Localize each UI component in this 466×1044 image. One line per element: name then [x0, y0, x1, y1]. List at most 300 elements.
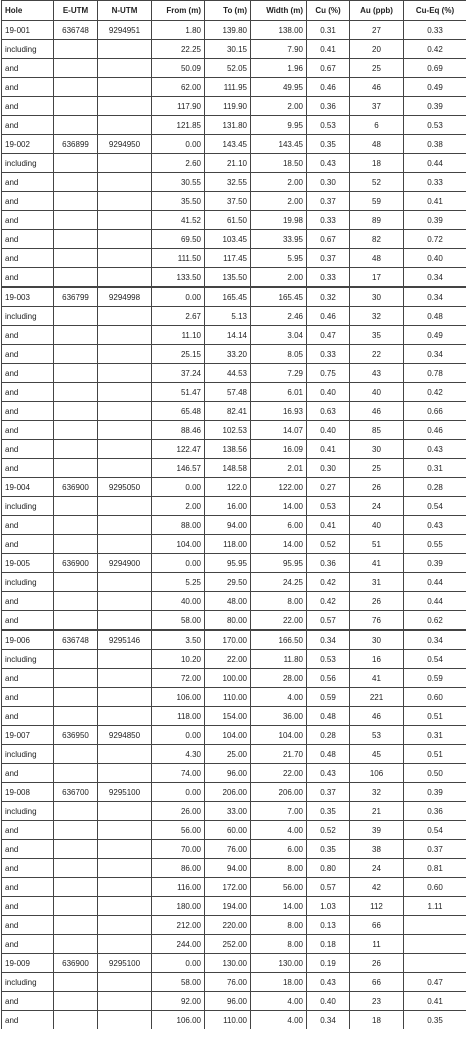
cell-cu: 0.43 [307, 764, 350, 783]
cell-width: 166.50 [251, 630, 307, 650]
cell-width: 165.45 [251, 287, 307, 307]
cell-e-utm [54, 249, 98, 268]
cell-width: 8.00 [251, 859, 307, 878]
cell-cu-eq: 0.66 [404, 402, 466, 421]
cell-au: 6 [350, 116, 404, 135]
cell-hole: and [2, 992, 54, 1011]
cell-to: 118.00 [205, 535, 251, 554]
cell-cu: 0.53 [307, 650, 350, 669]
cell-au: 59 [350, 192, 404, 211]
cell-n-utm [98, 192, 152, 211]
cell-cu: 0.46 [307, 78, 350, 97]
cell-to: 57.48 [205, 383, 251, 402]
cell-to: 44.53 [205, 364, 251, 383]
cell-e-utm [54, 497, 98, 516]
header-n-utm: N-UTM [98, 1, 152, 21]
cell-cu: 0.42 [307, 592, 350, 611]
table-row [2, 230, 466, 249]
cell-au: 27 [350, 21, 404, 40]
cell-to: 122.0 [205, 478, 251, 497]
cell-hole: and [2, 97, 54, 116]
cell-au: 16 [350, 650, 404, 669]
cell-from: 116.00 [152, 878, 205, 897]
cell-cu-eq: 0.81 [404, 859, 466, 878]
cell-from: 25.15 [152, 345, 205, 364]
cell-au: 30 [350, 440, 404, 459]
cell-to: 33.20 [205, 345, 251, 364]
cell-cu: 0.40 [307, 992, 350, 1011]
cell-e-utm: 636700 [54, 783, 98, 802]
cell-to: 111.95 [205, 78, 251, 97]
cell-from: 244.00 [152, 935, 205, 954]
cell-hole: including [2, 745, 54, 764]
cell-cu-eq: 0.54 [404, 497, 466, 516]
cell-width: 9.95 [251, 116, 307, 135]
cell-au: 18 [350, 1011, 404, 1030]
cell-width: 18.50 [251, 154, 307, 173]
table-row [2, 745, 466, 764]
header-width: Width (m) [251, 1, 307, 21]
cell-cu: 0.48 [307, 745, 350, 764]
cell-au: 23 [350, 992, 404, 1011]
cell-from: 5.25 [152, 573, 205, 592]
cell-cu: 0.80 [307, 859, 350, 878]
cell-cu-eq: 0.28 [404, 478, 466, 497]
table-row [2, 650, 466, 669]
cell-hole: and [2, 821, 54, 840]
cell-from: 117.90 [152, 97, 205, 116]
cell-width: 11.80 [251, 650, 307, 669]
cell-n-utm [98, 611, 152, 631]
table-row [2, 669, 466, 688]
cell-n-utm [98, 364, 152, 383]
table-row [2, 611, 466, 631]
cell-au: 40 [350, 383, 404, 402]
cell-from: 212.00 [152, 916, 205, 935]
table-row [2, 383, 466, 402]
cell-au: 89 [350, 211, 404, 230]
cell-au: 20 [350, 40, 404, 59]
cell-from: 180.00 [152, 897, 205, 916]
cell-cu-eq: 0.46 [404, 421, 466, 440]
cell-from: 58.00 [152, 973, 205, 992]
cell-cu-eq: 0.37 [404, 840, 466, 859]
cell-au: 32 [350, 307, 404, 326]
cell-from: 50.09 [152, 59, 205, 78]
cell-width: 18.00 [251, 973, 307, 992]
cell-cu: 0.19 [307, 954, 350, 973]
cell-cu: 0.35 [307, 135, 350, 154]
cell-e-utm [54, 707, 98, 726]
cell-n-utm [98, 745, 152, 764]
table-row [2, 402, 466, 421]
cell-e-utm [54, 573, 98, 592]
table-row [2, 802, 466, 821]
cell-width: 2.00 [251, 173, 307, 192]
cell-width: 49.95 [251, 78, 307, 97]
cell-from: 92.00 [152, 992, 205, 1011]
cell-e-utm [54, 230, 98, 249]
header-e-utm: E-UTM [54, 1, 98, 21]
cell-e-utm [54, 802, 98, 821]
cell-from: 65.48 [152, 402, 205, 421]
cell-n-utm [98, 249, 152, 268]
cell-n-utm [98, 973, 152, 992]
cell-hole: including [2, 973, 54, 992]
cell-au: 39 [350, 821, 404, 840]
cell-n-utm: 9295100 [98, 954, 152, 973]
cell-cu-eq: 0.53 [404, 116, 466, 135]
cell-to: 82.41 [205, 402, 251, 421]
cell-cu-eq: 0.39 [404, 97, 466, 116]
cell-n-utm [98, 878, 152, 897]
cell-width: 24.25 [251, 573, 307, 592]
cell-hole: 19-004 [2, 478, 54, 497]
cell-cu-eq: 0.62 [404, 611, 466, 631]
table-row [2, 345, 466, 364]
cell-to: 37.50 [205, 192, 251, 211]
cell-cu-eq: 0.43 [404, 516, 466, 535]
cell-e-utm [54, 268, 98, 288]
cell-n-utm [98, 307, 152, 326]
table-row [2, 554, 466, 573]
cell-cu-eq: 0.41 [404, 992, 466, 1011]
cell-to: 165.45 [205, 287, 251, 307]
cell-to: 95.95 [205, 554, 251, 573]
cell-width: 8.00 [251, 592, 307, 611]
table-row [2, 688, 466, 707]
cell-to: 172.00 [205, 878, 251, 897]
table-row [2, 326, 466, 345]
cell-e-utm [54, 421, 98, 440]
cell-width: 28.00 [251, 669, 307, 688]
cell-cu: 0.47 [307, 326, 350, 345]
cell-n-utm [98, 173, 152, 192]
cell-cu-eq [404, 916, 466, 935]
cell-n-utm [98, 268, 152, 288]
cell-to: 154.00 [205, 707, 251, 726]
cell-e-utm: 636748 [54, 630, 98, 650]
cell-width: 3.04 [251, 326, 307, 345]
cell-n-utm [98, 59, 152, 78]
cell-n-utm [98, 802, 152, 821]
cell-cu: 0.40 [307, 421, 350, 440]
cell-to: 22.00 [205, 650, 251, 669]
cell-cu-eq: 0.39 [404, 783, 466, 802]
cell-cu-eq: 0.34 [404, 345, 466, 364]
cell-e-utm [54, 402, 98, 421]
cell-to: 94.00 [205, 516, 251, 535]
cell-from: 51.47 [152, 383, 205, 402]
cell-hole: and [2, 764, 54, 783]
cell-width: 6.01 [251, 383, 307, 402]
cell-hole: and [2, 364, 54, 383]
cell-n-utm [98, 1011, 152, 1030]
cell-hole: including [2, 573, 54, 592]
cell-cu: 0.13 [307, 916, 350, 935]
cell-from: 104.00 [152, 535, 205, 554]
cell-e-utm [54, 650, 98, 669]
cell-au: 32 [350, 783, 404, 802]
cell-au: 53 [350, 726, 404, 745]
cell-e-utm: 636900 [54, 478, 98, 497]
cell-to: 80.00 [205, 611, 251, 631]
cell-cu-eq: 0.54 [404, 650, 466, 669]
cell-au: 66 [350, 916, 404, 935]
cell-n-utm [98, 345, 152, 364]
cell-hole: and [2, 707, 54, 726]
cell-hole: and [2, 345, 54, 364]
cell-n-utm: 9294850 [98, 726, 152, 745]
cell-hole: 19-009 [2, 954, 54, 973]
cell-width: 22.00 [251, 764, 307, 783]
table-row [2, 135, 466, 154]
cell-e-utm [54, 1011, 98, 1030]
header-row [2, 1, 466, 21]
cell-from: 70.00 [152, 840, 205, 859]
cell-width: 7.00 [251, 802, 307, 821]
cell-e-utm [54, 154, 98, 173]
cell-to: 16.00 [205, 497, 251, 516]
cell-e-utm: 636900 [54, 954, 98, 973]
cell-n-utm [98, 516, 152, 535]
cell-from: 74.00 [152, 764, 205, 783]
cell-width: 19.98 [251, 211, 307, 230]
table-row [2, 459, 466, 478]
table-row [2, 707, 466, 726]
cell-e-utm [54, 821, 98, 840]
cell-width: 95.95 [251, 554, 307, 573]
cell-cu-eq: 0.35 [404, 1011, 466, 1030]
cell-e-utm [54, 669, 98, 688]
cell-n-utm: 9295100 [98, 783, 152, 802]
cell-width: 16.09 [251, 440, 307, 459]
cell-au: 30 [350, 287, 404, 307]
cell-to: 170.00 [205, 630, 251, 650]
cell-cu-eq: 0.44 [404, 592, 466, 611]
table-row [2, 40, 466, 59]
cell-hole: and [2, 211, 54, 230]
cell-cu-eq: 0.34 [404, 268, 466, 288]
cell-to: 143.45 [205, 135, 251, 154]
table-row [2, 192, 466, 211]
cell-to: 96.00 [205, 764, 251, 783]
cell-n-utm [98, 497, 152, 516]
cell-cu: 0.46 [307, 307, 350, 326]
table-row [2, 497, 466, 516]
table-row [2, 916, 466, 935]
cell-cu-eq: 0.38 [404, 135, 466, 154]
table-row [2, 154, 466, 173]
cell-cu: 0.33 [307, 268, 350, 288]
cell-from: 62.00 [152, 78, 205, 97]
cell-to: 139.80 [205, 21, 251, 40]
cell-au: 221 [350, 688, 404, 707]
table-row [2, 516, 466, 535]
cell-e-utm [54, 440, 98, 459]
cell-cu: 0.67 [307, 59, 350, 78]
table-row [2, 630, 466, 650]
cell-width: 8.00 [251, 935, 307, 954]
cell-e-utm [54, 211, 98, 230]
cell-n-utm [98, 154, 152, 173]
cell-cu: 0.57 [307, 611, 350, 631]
cell-n-utm [98, 421, 152, 440]
header-hole: Hole [2, 1, 54, 21]
table-row [2, 173, 466, 192]
cell-n-utm [98, 916, 152, 935]
cell-hole: and [2, 59, 54, 78]
cell-n-utm [98, 897, 152, 916]
cell-from: 4.30 [152, 745, 205, 764]
cell-cu-eq: 0.55 [404, 535, 466, 554]
cell-to: 96.00 [205, 992, 251, 1011]
cell-hole: and [2, 440, 54, 459]
cell-cu: 0.52 [307, 821, 350, 840]
header-from: From (m) [152, 1, 205, 21]
cell-au: 26 [350, 954, 404, 973]
cell-cu-eq: 0.34 [404, 287, 466, 307]
header-cu-eq: Cu-Eq (%) [404, 1, 466, 21]
cell-hole: 19-008 [2, 783, 54, 802]
cell-hole: 19-003 [2, 287, 54, 307]
cell-to: 194.00 [205, 897, 251, 916]
cell-to: 110.00 [205, 1011, 251, 1030]
cell-width: 138.00 [251, 21, 307, 40]
table-row [2, 287, 466, 307]
cell-from: 26.00 [152, 802, 205, 821]
cell-hole: and [2, 173, 54, 192]
cell-n-utm [98, 211, 152, 230]
cell-n-utm [98, 230, 152, 249]
cell-width: 22.00 [251, 611, 307, 631]
table-body [2, 21, 466, 1030]
cell-hole: and [2, 669, 54, 688]
cell-au: 112 [350, 897, 404, 916]
cell-from: 0.00 [152, 135, 205, 154]
cell-cu: 0.63 [307, 402, 350, 421]
table-row [2, 726, 466, 745]
cell-cu: 0.75 [307, 364, 350, 383]
cell-from: 122.47 [152, 440, 205, 459]
cell-hole: 19-001 [2, 21, 54, 40]
cell-hole: and [2, 935, 54, 954]
cell-cu: 0.37 [307, 783, 350, 802]
table-header [2, 1, 466, 21]
table-row [2, 21, 466, 40]
cell-au: 11 [350, 935, 404, 954]
cell-n-utm [98, 535, 152, 554]
cell-to: 76.00 [205, 973, 251, 992]
cell-au: 38 [350, 840, 404, 859]
cell-au: 30 [350, 630, 404, 650]
cell-e-utm [54, 897, 98, 916]
cell-n-utm: 9294950 [98, 135, 152, 154]
cell-e-utm [54, 535, 98, 554]
cell-cu: 0.32 [307, 287, 350, 307]
cell-from: 118.00 [152, 707, 205, 726]
cell-cu-eq: 0.69 [404, 59, 466, 78]
cell-au: 25 [350, 59, 404, 78]
cell-cu-eq: 0.42 [404, 40, 466, 59]
cell-n-utm [98, 688, 152, 707]
cell-cu: 0.41 [307, 440, 350, 459]
cell-cu-eq: 0.44 [404, 154, 466, 173]
cell-to: 206.00 [205, 783, 251, 802]
cell-to: 119.90 [205, 97, 251, 116]
cell-cu-eq: 0.33 [404, 173, 466, 192]
cell-cu: 0.41 [307, 40, 350, 59]
cell-au: 66 [350, 973, 404, 992]
cell-n-utm [98, 992, 152, 1011]
cell-from: 88.00 [152, 516, 205, 535]
cell-n-utm [98, 669, 152, 688]
cell-from: 106.00 [152, 1011, 205, 1030]
cell-hole: and [2, 535, 54, 554]
cell-hole: and [2, 230, 54, 249]
cell-from: 0.00 [152, 783, 205, 802]
header-au: Au (ppb) [350, 1, 404, 21]
cell-cu: 0.36 [307, 97, 350, 116]
cell-hole: and [2, 611, 54, 631]
cell-from: 88.46 [152, 421, 205, 440]
cell-n-utm: 9294900 [98, 554, 152, 573]
cell-from: 0.00 [152, 554, 205, 573]
cell-e-utm [54, 383, 98, 402]
cell-cu: 0.31 [307, 21, 350, 40]
cell-n-utm [98, 764, 152, 783]
cell-au: 17 [350, 268, 404, 288]
cell-e-utm [54, 688, 98, 707]
cell-n-utm: 9294951 [98, 21, 152, 40]
cell-hole: and [2, 878, 54, 897]
cell-au: 106 [350, 764, 404, 783]
cell-width: 6.00 [251, 840, 307, 859]
cell-from: 3.50 [152, 630, 205, 650]
cell-e-utm [54, 992, 98, 1011]
cell-e-utm [54, 859, 98, 878]
table-row [2, 935, 466, 954]
cell-width: 2.01 [251, 459, 307, 478]
cell-e-utm: 636899 [54, 135, 98, 154]
cell-hole: and [2, 859, 54, 878]
cell-to: 33.00 [205, 802, 251, 821]
cell-au: 51 [350, 535, 404, 554]
cell-from: 121.85 [152, 116, 205, 135]
table-row [2, 478, 466, 497]
cell-e-utm [54, 878, 98, 897]
table-row [2, 440, 466, 459]
cell-n-utm: 9294998 [98, 287, 152, 307]
cell-width: 2.00 [251, 192, 307, 211]
cell-e-utm [54, 192, 98, 211]
cell-hole: and [2, 1011, 54, 1030]
cell-from: 69.50 [152, 230, 205, 249]
cell-width: 7.90 [251, 40, 307, 59]
cell-hole: including [2, 650, 54, 669]
cell-cu: 0.30 [307, 173, 350, 192]
cell-cu-eq: 0.51 [404, 707, 466, 726]
cell-au: 22 [350, 345, 404, 364]
cell-cu-eq: 1.11 [404, 897, 466, 916]
cell-au: 25 [350, 459, 404, 478]
cell-cu-eq: 0.49 [404, 78, 466, 97]
cell-from: 11.10 [152, 326, 205, 345]
cell-e-utm [54, 364, 98, 383]
cell-n-utm [98, 97, 152, 116]
cell-width: 7.29 [251, 364, 307, 383]
cell-e-utm [54, 916, 98, 935]
